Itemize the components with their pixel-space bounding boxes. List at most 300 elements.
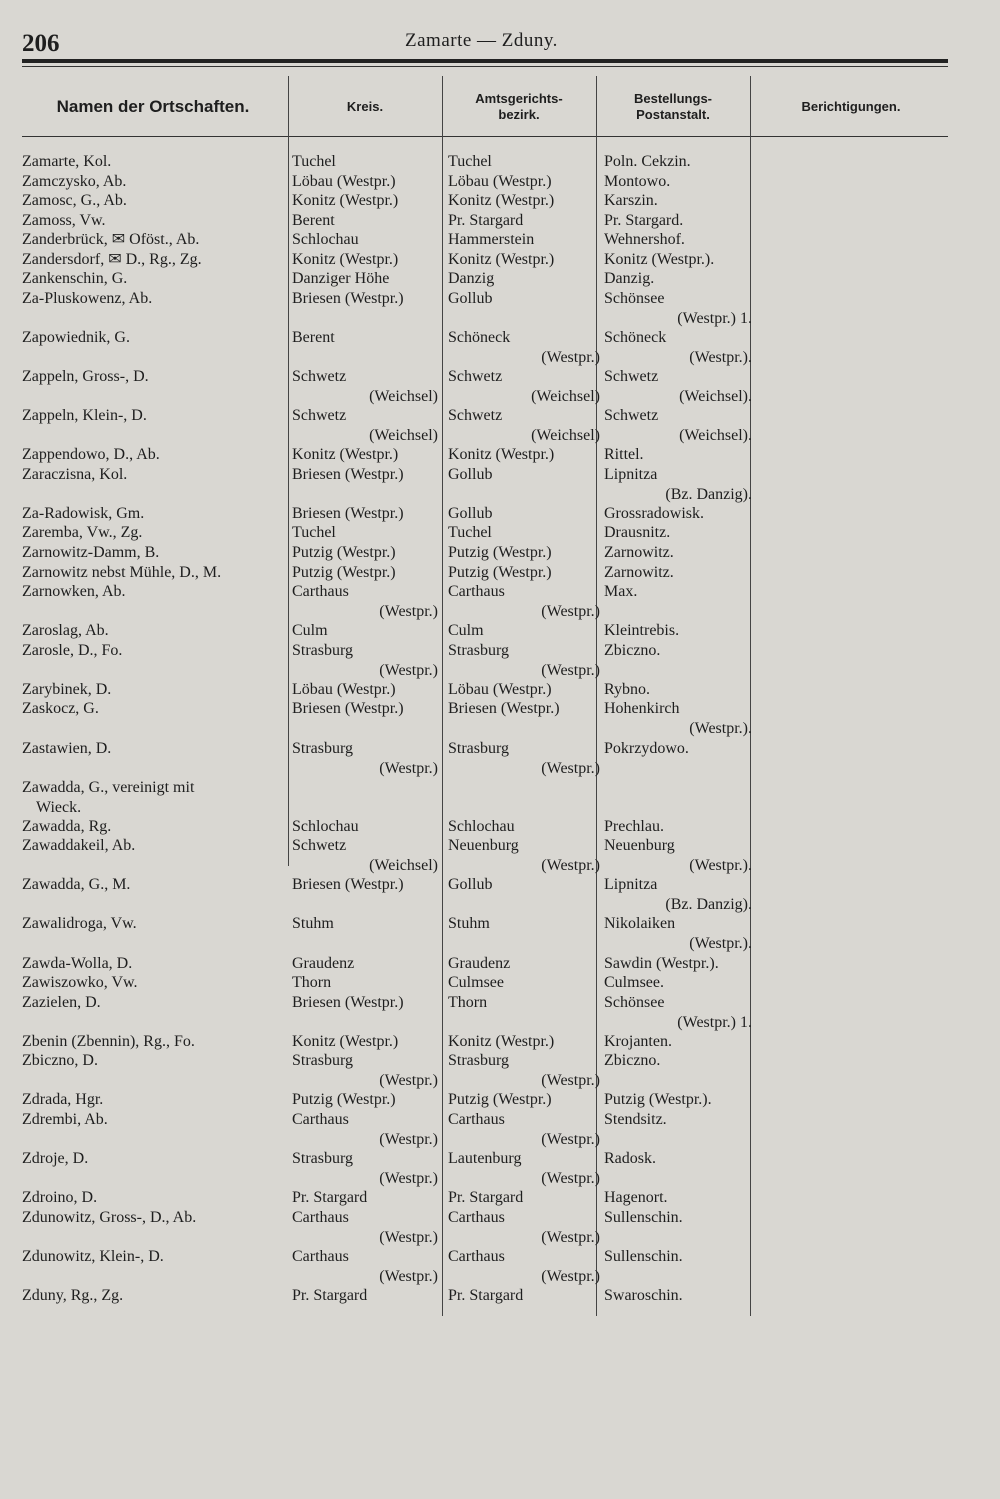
amtsgericht-cell (448, 269, 600, 289)
kreis-cell (292, 1032, 438, 1052)
postanstalt-cell (604, 1051, 752, 1071)
amtsgericht-cell-line: Konitz (Westpr.) (448, 192, 555, 210)
amtsgericht-cell-line: (Westpr.) (541, 1170, 600, 1188)
amtsgericht-cell (448, 523, 600, 543)
postanstalt-cell-line: Wehnershof. (604, 231, 685, 249)
kreis-cell (292, 211, 438, 231)
kreis-cell (292, 504, 438, 524)
place-name-line: Zaraczisna, Kol. (22, 465, 128, 483)
place-name (22, 328, 284, 348)
amtsgericht-cell-line: Putzig (Westpr.) (448, 1091, 552, 1109)
amtsgericht-cell-line: Strasburg (448, 739, 510, 757)
amtsgericht-cell (448, 445, 600, 465)
place-name (22, 230, 284, 250)
place-name (22, 1286, 284, 1306)
amtsgericht-cell-line: Culmsee (448, 974, 504, 992)
postanstalt-cell (604, 973, 752, 993)
kreis-cell (292, 289, 438, 309)
kreis-cell-line: (Westpr.) (379, 1072, 438, 1090)
amtsgericht-cell-line: (Weichsel) (531, 427, 600, 445)
amtsgericht-cell-line: (Westpr.) (541, 661, 600, 679)
postanstalt-cell (604, 543, 752, 563)
amtsgericht-cell (448, 289, 600, 309)
kreis-cell (292, 875, 438, 895)
place-name-line: Zdrada, Hgr. (22, 1091, 104, 1109)
kreis-cell-line: Konitz (Westpr.) (292, 1032, 399, 1050)
place-name (22, 250, 284, 270)
postanstalt-cell (604, 1208, 752, 1228)
kreis-cell (292, 172, 438, 192)
kreis-cell-line: (Westpr.) (379, 1130, 438, 1148)
kreis-cell (292, 836, 438, 876)
place-name (22, 211, 284, 231)
postanstalt-cell-line: (Westpr.). (689, 935, 752, 953)
amtsgericht-cell (448, 739, 600, 779)
kreis-cell-line: Strasburg (292, 641, 354, 659)
postanstalt-cell (604, 1032, 752, 1052)
amtsgericht-cell (448, 211, 600, 231)
amtsgericht-cell (448, 1032, 600, 1052)
postanstalt-cell-line: (Bz. Danzig). (665, 485, 752, 503)
amtsgericht-cell-line: Hammerstein (448, 231, 535, 249)
kreis-cell-line: Löbau (Westpr.) (292, 172, 396, 190)
amtsgericht-cell (448, 875, 600, 895)
place-name-line: Zawda-Wolla, D. (22, 954, 133, 972)
postanstalt-cell-line: Zarnowitz. (604, 563, 674, 581)
postanstalt-cell (604, 367, 752, 407)
kreis-cell (292, 563, 438, 583)
postanstalt-cell-line: Grossradowisk. (604, 504, 704, 522)
column-divider (442, 76, 443, 1316)
amtsgericht-cell-line: Carthaus (448, 1110, 505, 1128)
amtsgericht-cell (448, 543, 600, 563)
place-name-line: Za-Pluskowenz, Ab. (22, 289, 153, 307)
postanstalt-cell-line: (Westpr.) 1. (677, 1013, 752, 1031)
postanstalt-cell-line: Hagenort. (604, 1189, 668, 1207)
place-name-line: Zamczysko, Ab. (22, 172, 127, 190)
amtsgericht-cell (448, 680, 600, 700)
kreis-cell (292, 543, 438, 563)
postanstalt-cell (604, 954, 752, 974)
postanstalt-cell (604, 699, 752, 739)
place-name-line: Zankenschin, G. (22, 270, 128, 288)
amtsgericht-cell-line: Graudenz (448, 954, 511, 972)
place-name-line: Zbiczno, D. (22, 1052, 98, 1070)
amtsgericht-cell (448, 1208, 600, 1248)
kreis-cell-line: Putzig (Westpr.) (292, 544, 396, 561)
amtsgericht-cell-line: Putzig (Westpr.) (448, 544, 552, 561)
column-divider (288, 76, 289, 866)
amtsgericht-cell-line: (Westpr.) (541, 348, 600, 366)
postanstalt-cell-line: Lipnitza (604, 876, 658, 894)
postanstalt-cell (604, 582, 752, 602)
postanstalt-cell-line: Krojanten. (604, 1032, 672, 1050)
place-name-line: Zbenin (Zbennin), Rg., Fo. (22, 1032, 195, 1050)
kreis-cell-line: Carthaus (292, 1208, 349, 1226)
amtsgericht-cell-line: Carthaus (448, 1208, 505, 1226)
kreis-cell (292, 250, 438, 270)
postanstalt-cell-line: Neuenburg (604, 837, 675, 855)
amtsgericht-cell (448, 367, 600, 407)
postanstalt-cell (604, 191, 752, 211)
postanstalt-cell-line: Prechlau. (604, 817, 664, 835)
place-name (22, 367, 284, 387)
postanstalt-cell-line: Max. (604, 583, 638, 601)
place-name (22, 563, 284, 583)
kreis-cell-line: (Westpr.) (379, 661, 438, 679)
place-name-line: Zanderbrück, ✉ Oföst., Ab. (22, 231, 200, 249)
amtsgericht-cell (448, 836, 600, 876)
place-name-line: Zduny, Rg., Zg. (22, 1286, 124, 1304)
postanstalt-cell-line: Pokrzydowo. (604, 739, 689, 757)
kreis-cell-line: Stuhm (292, 915, 334, 933)
kreis-cell-line: Schlochau (292, 817, 359, 835)
kreis-cell-line: Schwetz (292, 368, 347, 386)
amtsgericht-cell (448, 250, 600, 270)
postanstalt-cell-line: Schwetz (604, 407, 659, 425)
place-name (22, 1188, 284, 1208)
postanstalt-cell-line: Rittel. (604, 446, 644, 464)
place-name (22, 914, 284, 934)
postanstalt-cell-line: Sullenschin. (604, 1247, 683, 1265)
postanstalt-cell-line: (Westpr.). (689, 348, 752, 366)
column-header-amtsgericht: Amtsgerichts- bezirk. (475, 91, 563, 122)
kreis-cell (292, 1051, 438, 1091)
amtsgericht-cell (448, 563, 600, 583)
place-name-line: Zdunowitz, Klein-, D. (22, 1247, 164, 1265)
postanstalt-cell (604, 1110, 752, 1130)
place-name (22, 172, 284, 192)
postanstalt-cell (604, 563, 752, 583)
kreis-cell-line: (Weichsel) (369, 857, 438, 875)
postanstalt-cell-line: Konitz (Westpr.). (604, 250, 715, 268)
place-name-line: Zappeln, Gross-, D. (22, 368, 149, 386)
kreis-cell (292, 152, 438, 172)
postanstalt-cell-line: Swaroschin. (604, 1286, 683, 1304)
postanstalt-cell (604, 1090, 752, 1110)
place-name (22, 191, 284, 211)
postanstalt-cell-line: Putzig (Westpr.). (604, 1091, 712, 1109)
place-name (22, 445, 284, 465)
postanstalt-cell (604, 465, 752, 505)
place-name-line: Zdroje, D. (22, 1150, 89, 1168)
amtsgericht-cell (448, 699, 600, 719)
place-name (22, 993, 284, 1013)
place-name-line: Zawaddakeil, Ab. (22, 837, 136, 855)
kreis-cell-line: Briesen (Westpr.) (292, 876, 404, 894)
place-name-line: Zamarte, Kol. (22, 153, 112, 170)
postanstalt-cell-line: (Bz. Danzig). (665, 896, 752, 914)
amtsgericht-cell (448, 465, 600, 485)
amtsgericht-cell (448, 582, 600, 622)
postanstalt-cell-line: Pr. Stargard. (604, 211, 684, 229)
postanstalt-cell (604, 152, 752, 172)
amtsgericht-cell (448, 1149, 600, 1189)
postanstalt-cell (604, 914, 752, 954)
amtsgericht-cell-line: Tuchel (448, 153, 492, 170)
postanstalt-cell-line: Montowo. (604, 172, 671, 190)
place-name (22, 543, 284, 563)
amtsgericht-cell-line: (Westpr.) (541, 1228, 600, 1246)
place-name (22, 836, 284, 856)
place-name-line: Zappendowo, D., Ab. (22, 446, 160, 464)
kreis-cell (292, 1208, 438, 1248)
postanstalt-cell-line: Sullenschin. (604, 1208, 683, 1226)
amtsgericht-cell-line: Schlochau (448, 817, 515, 835)
postanstalt-cell (604, 817, 752, 837)
place-name-line: Zarosle, D., Fo. (22, 641, 123, 659)
place-name (22, 1149, 284, 1169)
amtsgericht-cell-line: (Westpr.) (541, 1072, 600, 1090)
amtsgericht-cell-line: Schwetz (448, 407, 503, 425)
kreis-cell-line: Putzig (Westpr.) (292, 1091, 396, 1109)
place-name-line: Zawadda, G., vereinigt mit (22, 778, 195, 796)
postanstalt-cell-line: Zbiczno. (604, 1052, 661, 1070)
postanstalt-cell-line: Stendsitz. (604, 1110, 667, 1128)
place-name-line: Zarnowken, Ab. (22, 583, 126, 601)
postanstalt-cell-line: Schwetz (604, 368, 659, 386)
kreis-cell (292, 465, 438, 485)
amtsgericht-cell-line: Konitz (Westpr.) (448, 1032, 555, 1050)
amtsgericht-cell-line: Gollub (448, 876, 493, 894)
amtsgericht-cell (448, 504, 600, 524)
postanstalt-cell (604, 739, 752, 759)
page-number: 206 (22, 30, 60, 57)
postanstalt-cell-line: (Westpr.). (689, 857, 752, 875)
amtsgericht-cell-line: Neuenburg (448, 837, 519, 855)
kreis-cell-line: Thorn (292, 974, 332, 992)
postanstalt-cell-line: Zbiczno. (604, 641, 661, 659)
place-name (22, 1051, 284, 1071)
place-name-line: Zaremba, Vw., Zg. (22, 524, 143, 542)
kreis-cell-line: Pr. Stargard (292, 1189, 368, 1207)
amtsgericht-cell (448, 328, 600, 368)
kreis-cell-line: Berent (292, 211, 335, 229)
amtsgericht-cell-line: Thorn (448, 993, 488, 1011)
amtsgericht-cell-line: (Weichsel) (531, 388, 600, 406)
amtsgericht-cell-line: (Westpr.) (541, 1130, 600, 1148)
kreis-cell (292, 1286, 438, 1306)
kreis-cell (292, 582, 438, 622)
amtsgericht-cell (448, 1110, 600, 1150)
postanstalt-cell-line: Lipnitza (604, 465, 658, 483)
kreis-cell-line: Briesen (Westpr.) (292, 700, 404, 718)
postanstalt-cell-line: (Westpr.) 1. (677, 309, 752, 327)
place-name (22, 621, 284, 641)
postanstalt-cell-line: Culmsee. (604, 974, 664, 992)
kreis-cell (292, 699, 438, 719)
postanstalt-cell-line: Danzig. (604, 270, 655, 288)
postanstalt-cell (604, 1149, 752, 1169)
place-name (22, 1247, 284, 1267)
kreis-cell (292, 1247, 438, 1287)
kreis-cell (292, 328, 438, 348)
amtsgericht-cell-line: Gollub (448, 465, 493, 483)
amtsgericht-cell-line: (Westpr.) (541, 603, 600, 621)
kreis-cell-line: Briesen (Westpr.) (292, 993, 404, 1011)
kreis-cell (292, 993, 438, 1013)
kreis-cell-line: Carthaus (292, 1110, 349, 1128)
place-name (22, 973, 284, 993)
running-title: Zamarte — Zduny. (405, 30, 558, 51)
amtsgericht-cell (448, 1247, 600, 1287)
kreis-cell-line: Konitz (Westpr.) (292, 446, 399, 464)
amtsgericht-cell (448, 817, 600, 837)
kreis-cell-line: Briesen (Westpr.) (292, 504, 404, 522)
amtsgericht-cell-line: Lautenburg (448, 1150, 522, 1168)
postanstalt-cell (604, 641, 752, 661)
amtsgericht-cell-line: Strasburg (448, 1052, 510, 1070)
amtsgericht-cell-line: Strasburg (448, 641, 510, 659)
postanstalt-cell-line: Kleintrebis. (604, 622, 680, 640)
kreis-cell-line: Strasburg (292, 739, 354, 757)
column-header-kreis: Kreis. (346, 99, 384, 114)
kreis-cell-line: Culm (292, 622, 328, 640)
kreis-cell (292, 1188, 438, 1208)
postanstalt-cell (604, 230, 752, 250)
place-name-line: Zamoss, Vw. (22, 211, 106, 229)
header-rule-thick (22, 59, 948, 63)
place-name-line: Zawiszowko, Vw. (22, 974, 138, 992)
amtsgericht-cell-line: Schwetz (448, 368, 503, 386)
kreis-cell-line: Tuchel (292, 524, 336, 542)
postanstalt-cell-line: Hohenkirch (604, 700, 680, 718)
kreis-cell-line: Tuchel (292, 153, 336, 170)
kreis-cell-line: Briesen (Westpr.) (292, 289, 404, 307)
postanstalt-cell-line: (Westpr.). (689, 720, 752, 738)
amtsgericht-cell-line: (Westpr.) (541, 857, 600, 875)
place-name-line: Zaroslag, Ab. (22, 622, 109, 640)
amtsgericht-cell-line: Konitz (Westpr.) (448, 446, 555, 464)
kreis-cell (292, 817, 438, 837)
amtsgericht-cell (448, 1188, 600, 1208)
column-header-berichtigungen: Berichtigungen. (801, 99, 901, 114)
amtsgericht-cell-line: Putzig (Westpr.) (448, 563, 552, 581)
kreis-cell (292, 445, 438, 465)
amtsgericht-cell (448, 172, 600, 192)
amtsgericht-cell-line: Danzig (448, 270, 495, 288)
kreis-cell-line: Schwetz (292, 837, 347, 855)
kreis-cell-line: Löbau (Westpr.) (292, 680, 396, 698)
amtsgericht-cell-line: Briesen (Westpr.) (448, 700, 560, 718)
kreis-cell-line: (Weichsel) (369, 388, 438, 406)
amtsgericht-cell (448, 621, 600, 641)
kreis-cell-line: (Westpr.) (379, 759, 438, 777)
postanstalt-cell (604, 680, 752, 700)
place-name-line: Zdunowitz, Gross-, D., Ab. (22, 1208, 197, 1226)
place-name (22, 406, 284, 426)
postanstalt-cell (604, 211, 752, 231)
kreis-cell-line: Briesen (Westpr.) (292, 465, 404, 483)
place-name (22, 778, 284, 818)
place-name (22, 269, 284, 289)
place-name (22, 1110, 284, 1130)
place-name (22, 680, 284, 700)
place-name-line: Zappeln, Klein-, D. (22, 407, 147, 425)
place-name-line: Zandersdorf, ✉ D., Rg., Zg. (22, 250, 202, 268)
place-name (22, 1090, 284, 1110)
kreis-cell-line: Putzig (Westpr.) (292, 563, 396, 581)
place-name-line: Wieck. (36, 798, 82, 816)
postanstalt-cell (604, 250, 752, 270)
postanstalt-cell-line: Drausnitz. (604, 524, 671, 542)
amtsgericht-cell-line: Pr. Stargard (448, 1189, 524, 1207)
postanstalt-cell-line: Sawdin (Westpr.). (604, 954, 719, 972)
place-name-line: Zawadda, G., M. (22, 876, 131, 894)
postanstalt-cell-line: Schönsee (604, 993, 665, 1011)
postanstalt-cell (604, 1247, 752, 1267)
kreis-cell (292, 1090, 438, 1110)
amtsgericht-cell (448, 641, 600, 681)
postanstalt-cell-line: (Weichsel). (679, 427, 752, 445)
place-name (22, 641, 284, 661)
postanstalt-cell-line: (Weichsel). (679, 388, 752, 406)
amtsgericht-cell-line: Carthaus (448, 1247, 505, 1265)
postanstalt-cell-line: Karszin. (604, 192, 658, 210)
postanstalt-cell (604, 523, 752, 543)
amtsgericht-cell-line: Tuchel (448, 524, 492, 542)
kreis-cell (292, 1149, 438, 1189)
place-name (22, 152, 284, 172)
kreis-cell-line: (Westpr.) (379, 1170, 438, 1188)
amtsgericht-cell (448, 973, 600, 993)
kreis-cell-line: Strasburg (292, 1150, 354, 1168)
amtsgericht-cell-line: Konitz (Westpr.) (448, 250, 555, 268)
kreis-cell (292, 230, 438, 250)
postanstalt-cell-line: Radosk. (604, 1150, 656, 1168)
postanstalt-cell (604, 504, 752, 524)
postanstalt-cell (604, 836, 752, 876)
kreis-cell-line: (Westpr.) (379, 603, 438, 621)
kreis-cell (292, 191, 438, 211)
kreis-cell-line: Schlochau (292, 231, 359, 249)
place-name-line: Zapowiednik, G. (22, 328, 130, 346)
place-name (22, 1032, 284, 1052)
amtsgericht-cell-line: Stuhm (448, 915, 490, 933)
amtsgericht-cell (448, 406, 600, 446)
kreis-cell-line: Konitz (Westpr.) (292, 250, 399, 268)
place-name-line: Zaskocz, G. (22, 700, 99, 718)
kreis-cell-line: (Westpr.) (379, 1228, 438, 1246)
kreis-cell (292, 641, 438, 681)
place-name (22, 699, 284, 719)
kreis-cell-line: Pr. Stargard (292, 1286, 368, 1304)
place-name (22, 954, 284, 974)
amtsgericht-cell (448, 954, 600, 974)
kreis-cell (292, 680, 438, 700)
amtsgericht-cell (448, 993, 600, 1013)
amtsgericht-cell-line: Löbau (Westpr.) (448, 680, 552, 698)
postanstalt-cell (604, 1286, 752, 1306)
place-name-line: Zastawien, D. (22, 739, 112, 757)
place-name (22, 817, 284, 837)
place-name-line: Zarnowitz-Damm, B. (22, 544, 160, 561)
postanstalt-cell (604, 289, 752, 329)
kreis-cell (292, 367, 438, 407)
kreis-cell (292, 621, 438, 641)
amtsgericht-cell-line: Culm (448, 622, 484, 640)
kreis-cell (292, 973, 438, 993)
amtsgericht-cell (448, 1090, 600, 1110)
postanstalt-cell (604, 993, 752, 1033)
kreis-cell-line: Berent (292, 328, 335, 346)
place-name (22, 739, 284, 759)
amtsgericht-cell-line: Gollub (448, 504, 493, 522)
postanstalt-cell-line: Schönsee (604, 289, 665, 307)
kreis-cell-line: Konitz (Westpr.) (292, 192, 399, 210)
kreis-cell-line: Schwetz (292, 407, 347, 425)
amtsgericht-cell-line: (Westpr.) (541, 759, 600, 777)
